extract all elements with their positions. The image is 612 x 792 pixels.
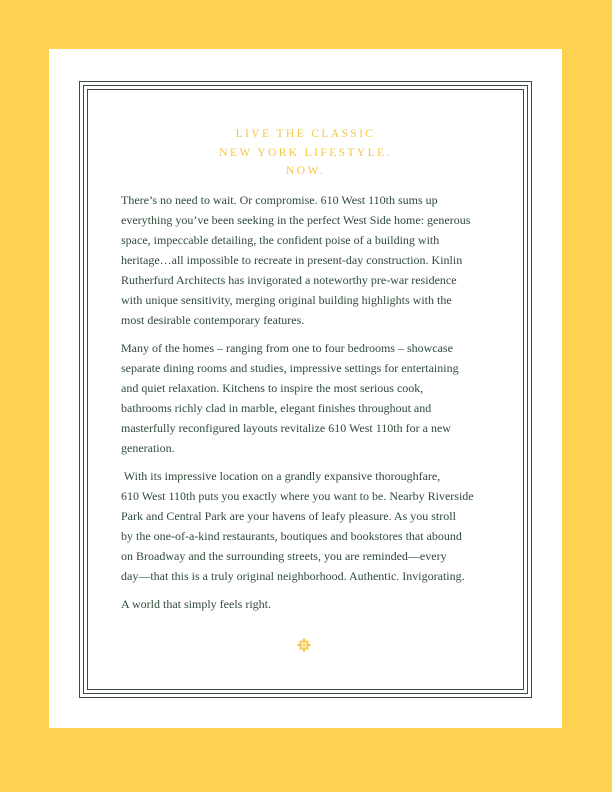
text-line: with unique sensitivity, merging original building highlights with the <box>121 293 452 307</box>
text-line: most desirable contemporary features. <box>121 313 305 327</box>
text-line: generation. <box>121 441 175 455</box>
text-line: separate dining rooms and studies, impressive settings for entertaining <box>121 361 459 375</box>
page-sheet <box>49 49 562 728</box>
text-line: Park and Central Park are your havens of leafy pleasure. As you stroll <box>121 509 456 523</box>
text-line: on Broadway and the surrounding streets, you are reminded—every <box>121 549 447 563</box>
text-line: heritage…all impossible to recreate in present-day construction. Kinlin <box>121 253 463 267</box>
text-line: There’s no need to wait. Or compromise. 610 West 110th sums up <box>121 193 438 207</box>
flower-ornament-icon <box>296 637 312 653</box>
body-copy <box>121 190 501 622</box>
headline-line: NOW. <box>286 165 325 177</box>
text-line: 610 West 110th puts you exactly where you want to be. Nearby Riverside <box>121 489 474 503</box>
text-line: With its impressive location on a grandly expansive thoroughfare, <box>121 469 441 483</box>
text-line: space, impeccable detailing, the confident poise of a building with <box>121 233 440 247</box>
text-line: and quiet relaxation. Kitchens to inspire the most serious cook, <box>121 381 424 395</box>
headline <box>49 125 562 181</box>
paragraph-intro <box>121 190 501 330</box>
paragraph-homes <box>121 338 501 458</box>
paragraph-closing <box>121 594 501 614</box>
text-line: everything you’ve been seeking in the perfect West Side home: generous <box>121 213 471 227</box>
text-line: by the one-of-a-kind restaurants, boutiques and bookstores that abound <box>121 529 462 543</box>
headline-line: NEW YORK LIFESTYLE. <box>219 146 392 159</box>
text-line: masterfully reconfigured layouts revitalize 610 West 110th for a new <box>121 421 451 435</box>
text-line: A world that simply feels right. <box>121 597 271 611</box>
text-line: Many of the homes – ranging from one to four bedrooms – showcase <box>121 341 453 355</box>
text-line: day—that this is a truly original neighborhood. Authentic. Invigorating. <box>121 569 465 583</box>
headline-line: LIVE THE CLASSIC <box>235 128 376 140</box>
text-line: bathrooms richly clad in marble, elegant finishes throughout and <box>121 401 432 415</box>
paragraph-location <box>121 466 501 586</box>
text-line: Rutherfurd Architects has invigorated a noteworthy pre-war residence <box>121 273 457 287</box>
